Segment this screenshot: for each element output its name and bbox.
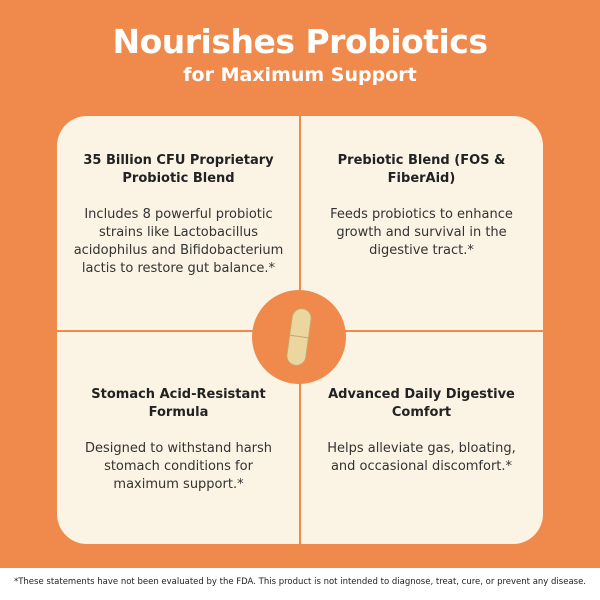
feature-probiotic-blend: [57, 116, 300, 330]
feature-heading: Advanced Daily Digestive Comfort: [328, 387, 515, 420]
page-title: Nourishes Probiotics: [112, 22, 488, 61]
feature-prebiotic-blend: [300, 116, 543, 330]
feature-description: Designed to withstand harsh stomach conditions for maximum support.*: [84, 441, 273, 492]
fda-disclaimer: *These statements have not been evaluated by the FDA. This product is not intended to diagnose, treat, cure, or prevent any disease.: [13, 577, 587, 587]
capsule-badge: [252, 290, 346, 384]
feature-heading: Prebiotic Blend (FOS & FiberAid): [337, 153, 506, 186]
feature-heading: 35 Billion CFU Proprietary Probiotic Blend: [83, 153, 274, 186]
feature-description: Feeds probiotics to enhance growth and survival in the digestive tract.*: [330, 207, 513, 258]
feature-description: Helps alleviate gas, bloating, and occasional discomfort.*: [327, 441, 516, 474]
feature-description: Includes 8 powerful probiotic strains like Lactobacillus acidophilus and Bifidobacterium lactis to restore gut balance.*: [73, 207, 284, 276]
capsule-icon: [285, 307, 313, 367]
feature-heading: Stomach Acid-Resistant Formula: [91, 387, 266, 420]
page-subtitle: for Maximum Support: [183, 64, 417, 86]
